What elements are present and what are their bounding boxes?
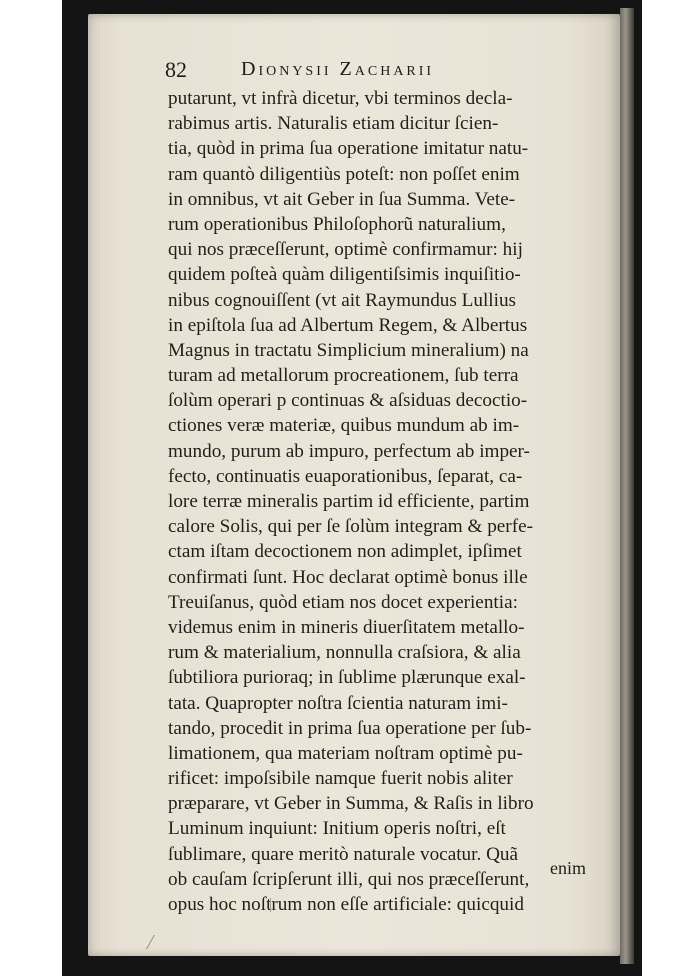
text-line: rum operationibus Philoſophorũ naturalium, [168, 213, 506, 235]
margin-tick [270, 898, 273, 912]
text-line: rum & materialium, nonnulla craſsiora, & alia [168, 642, 521, 664]
page-number: 82 [165, 57, 187, 82]
page-edge-shadow [620, 8, 634, 964]
text-line: confirmati ſunt. Hoc declarat optimè bonus ille [168, 566, 528, 588]
text-line: Luminum inquiunt: Initium operis noſtri, eſt [168, 818, 506, 840]
page-header [165, 57, 525, 87]
catchword: enim [550, 858, 586, 878]
text-line: qui nos præceſſerunt, optimè confirmamur: hij [168, 239, 523, 261]
running-head: Dionysii Zacharii [241, 58, 435, 80]
text-line: ram quantò diligentiùs poteſt: non poſſet enim [168, 163, 520, 185]
text-line: tia, quòd in prima ſua operatione imitatur natu- [168, 138, 529, 160]
text-line: ſubtiliora purioraq; in ſublime plærunque exal- [168, 667, 526, 689]
text-line: ctiones veræ materiæ, quibus mundum ab im- [168, 415, 520, 437]
text-line: Treuiſanus, quòd etiam nos docet experientia: [168, 591, 518, 613]
text-line: in omnibus, vt ait Geber in ſua Summa. Vete- [168, 188, 516, 210]
text-line: rificet: impoſsibile namque fuerit nobis aliter [168, 768, 513, 790]
text-line: in epiſtola ſua ad Albertum Regem, & Albertus [168, 314, 528, 336]
text-line: fecto, continuatis euaporationibus, ſeparat, ca- [168, 465, 523, 487]
text-line: lore terræ mineralis partim id efficiente, partim [168, 491, 530, 512]
text-line: ſolùm operari p continuas & aſsiduas decoctio- [168, 390, 528, 412]
text-line: ob cauſam ſcripſerunt illi, qui nos præceſſerunt, [168, 868, 530, 890]
text-line: opus hoc noſtrum non eſſe artificiale: quicquid [168, 894, 524, 915]
text-line: turam ad metallorum procreationem, ſub terra [168, 365, 519, 387]
text-line: videmus enim in mineris diuerſitatem metallo- [168, 616, 525, 638]
text-line: rabimus artis. Naturalis etiam dicitur ſcien- [168, 113, 499, 135]
text-line: tata. Quapropter noſtra ſcientia naturam imi- [168, 692, 508, 714]
text-line: putarunt, vt infrà dicetur, vbi terminos decla- [168, 88, 513, 109]
text-line: ctam iſtam decoctionem non adimplet, ipſimet [168, 541, 522, 563]
body-text [168, 86, 598, 917]
text-line: præparare, vt Geber in Summa, & Raſis in libro [168, 793, 534, 815]
text-line: calore Solis, qui per ſe ſolùm integram & perfe- [168, 516, 533, 538]
text-line: limationem, qua materiam noſtram optimè pu- [168, 742, 523, 764]
text-line: ſublimare, quare meritò naturale vocatur. Quã [168, 843, 519, 865]
text-line: Magnus in tractatu Simplicium mineralium) na [168, 339, 529, 361]
text-line: tando, procedit in prima ſua operatione per ſub- [168, 717, 532, 739]
text-line: mundo, purum ab impuro, perfectum ab imper- [168, 440, 530, 462]
text-line: nibus cognouiſſent (vt ait Raymundus Lullius [168, 289, 517, 311]
text-line: quidem poſteà quàm diligentiſsimis inquiſitio- [168, 264, 521, 286]
